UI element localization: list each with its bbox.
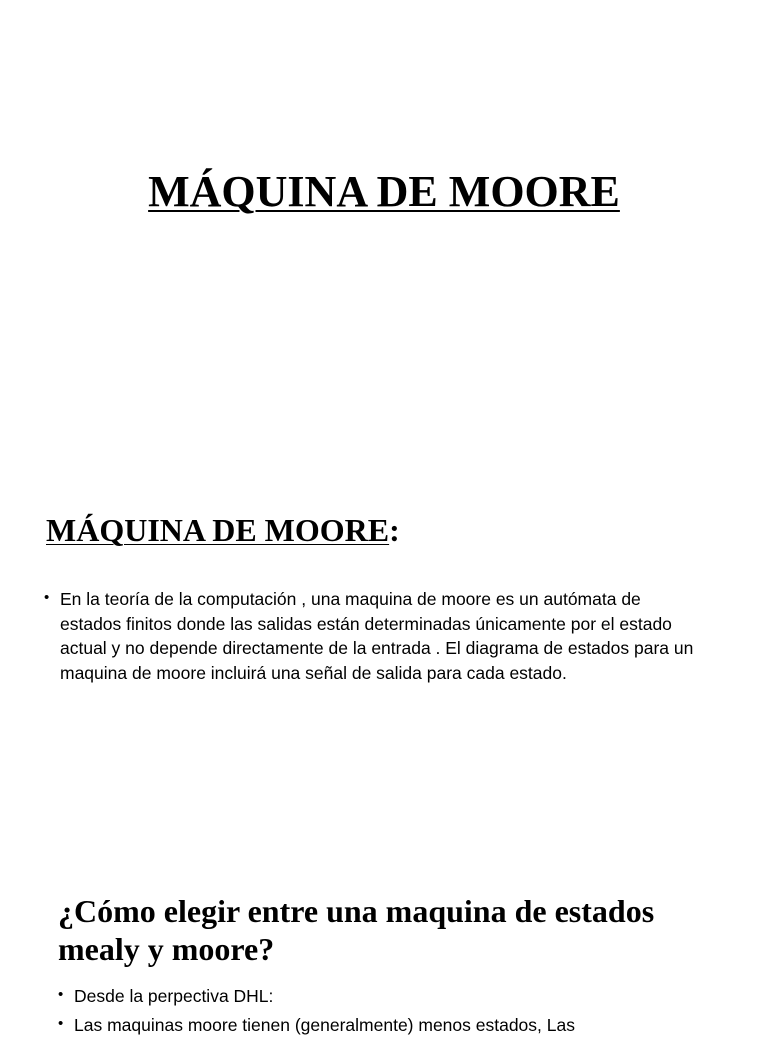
comparison-bullet: • Desde la perpectiva DHL: bbox=[58, 984, 718, 1009]
definition-heading-text: MÁQUINA DE MOORE bbox=[46, 512, 390, 548]
comparison-slide bbox=[0, 860, 768, 1035]
slide-title: MÁQUINA DE MOORE bbox=[148, 167, 620, 216]
comparison-bullet-list bbox=[58, 984, 718, 1041]
definition-bullet-list bbox=[44, 587, 704, 685]
comparison-heading: ¿Cómo elegir entre una maquina de estados mealy y moore? bbox=[58, 893, 655, 967]
title-slide bbox=[0, 0, 768, 430]
definition-bullet: • En la teoría de la computación , una maquina de moore es un autómata de estados finitos donde las salidas están determinadas únicamente por el estado actual y no depende directamente de la entrada . El diagrama de estados para un maquina de moore incluirá una señal de salida para cada estado. bbox=[44, 587, 704, 685]
definition-heading-colon: : bbox=[389, 512, 400, 548]
comparison-bullet: • Las maquinas moore tienen (generalmente) menos estados, Las bbox=[58, 1013, 718, 1038]
definition-slide bbox=[0, 430, 768, 860]
definition-heading bbox=[46, 510, 400, 550]
